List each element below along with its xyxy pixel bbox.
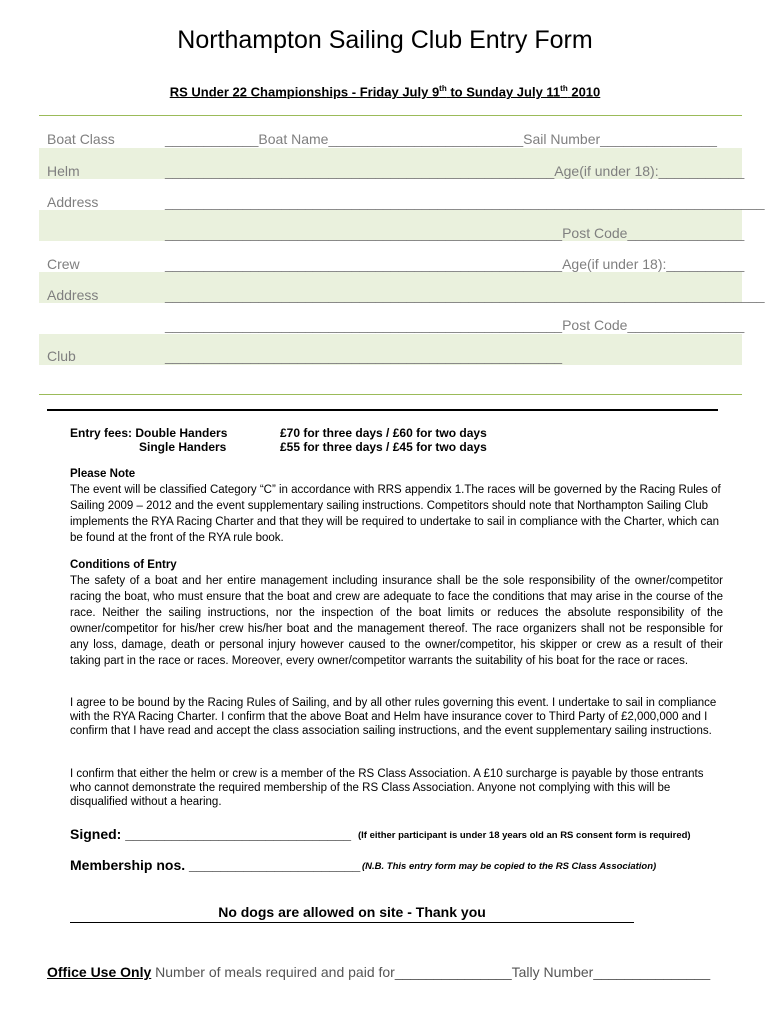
crew-address-field[interactable]: _____________________________________________________________________________ — [165, 287, 765, 303]
address-label: Address — [47, 194, 99, 210]
boat-class-field[interactable]: ____________Boat Name_________________________Sail Number_______________ — [165, 131, 717, 147]
boat-class-label: Boat Class — [47, 131, 115, 147]
please-note-heading: Please Note — [70, 468, 136, 480]
conditions-heading: Conditions of Entry — [70, 559, 177, 571]
signed-note: (If either participant is under 18 years old an RS consent form is required) — [358, 830, 691, 841]
subtitle-part: to Sunday July 11 — [446, 84, 561, 100]
office-use-row — [47, 964, 710, 980]
membership-note: (N.B. This entry form may be copied to the RS Class Association) — [362, 861, 657, 872]
club-field[interactable]: ___________________________________________________ — [165, 348, 563, 364]
club-label: Club — [47, 348, 76, 364]
fees-double-price: £70 for three days / £60 for two days — [280, 426, 487, 440]
office-use-label: Office Use Only — [47, 964, 152, 980]
event-subtitle — [0, 84, 770, 99]
office-use-fields[interactable]: Number of meals required and paid for_______________Tally Number_______________ — [151, 964, 711, 980]
helm-postcode-field[interactable]: ___________________________________________________Post Code_______________ — [165, 225, 745, 241]
crew-field[interactable]: ___________________________________________________Age(if under 18):__________ — [165, 256, 745, 272]
crew-address-label: Address — [47, 287, 99, 303]
signed-line[interactable]: Signed: _____________________________ — [70, 826, 352, 842]
please-note-text: The event will be classified Category “C” in accordance with RRS appendix 1.The races will be governed by the Racing Rules of Sailing 2009 – 2012 and the event supplementary sailing instructions. Competitors should note that Northampton Sailing Club implements the RYA Racing Charter and that they will be required to undertake to sail in compliance with the Charter, which can be found at the front of the RYA rule book. — [70, 484, 721, 544]
crew-label: Crew — [47, 256, 80, 272]
divider — [47, 409, 718, 411]
fees-single-label: Single Handers — [139, 440, 227, 454]
no-dogs-notice — [70, 904, 634, 920]
no-dogs-text: No dogs are allowed on site - Thank you — [218, 904, 486, 920]
membership-confirm-text: I confirm that either the helm or crew is a member of the RS Class Association. A £10 surcharge is payable by those entrants who cannot demonstrate the required membership of the RS Class Association. Anyone not complying with this will be disqualified without a hearing. — [70, 768, 704, 808]
divider — [39, 115, 742, 116]
page-title: Northampton Sailing Club Entry Form — [177, 26, 593, 54]
divider — [39, 394, 742, 395]
conditions-section — [70, 557, 723, 669]
helm-field[interactable]: __________________________________________________Age(if under 18):___________ — [165, 163, 745, 179]
helm-label: Helm — [47, 163, 80, 179]
underline — [70, 922, 634, 923]
agreement-text: I agree to be bound by the Racing Rules of Sailing, and by all other rules governing this event. I undertake to sail in compliance with the RYA Racing Charter. I confirm that the above Boat and Helm have insurance cover to Third Party of £2,000,000 and I confirm that I have read and accept the class association sailing instructions, and the event supplementary sailing instructions. — [70, 697, 717, 737]
conditions-text: The safety of a boat and her entire management including insurance shall be the sole responsibility of the owner/competitor racing the boat, who must ensure that the boat and crew are adequate to face the conditions that may arise in the course of the race. Neither the sailing instructions, nor the inspection of the boat limits or reduces the absolute responsibility of the owner/competitor for his/her crew his/her boat and the management thereof. The race organizers shall not be responsible for any loss, damage, death or personal injury however caused to the owner/competitor, his skipper or crew as a result of their taking part in the race or races. Moreover, every owner/competitor warrants the suitability of his boat for the race or races. — [70, 575, 723, 667]
subtitle-part: RS Under 22 Championships - Friday July 9 — [169, 84, 440, 100]
membership-line[interactable]: Membership nos. ______________________ — [70, 857, 361, 873]
fees-single-price: £55 for three days / £45 for two days — [280, 440, 487, 454]
please-note-section — [70, 466, 723, 546]
subtitle-sup: th — [560, 84, 568, 93]
helm-address-field[interactable]: _____________________________________________________________________________ — [165, 194, 765, 210]
crew-postcode-field[interactable]: ___________________________________________________Post Code_______________ — [165, 317, 745, 333]
fees-label: Entry fees: Double Handers — [70, 426, 228, 440]
subtitle-part: 2010 — [567, 84, 601, 100]
subtitle-sup: th — [439, 84, 447, 93]
